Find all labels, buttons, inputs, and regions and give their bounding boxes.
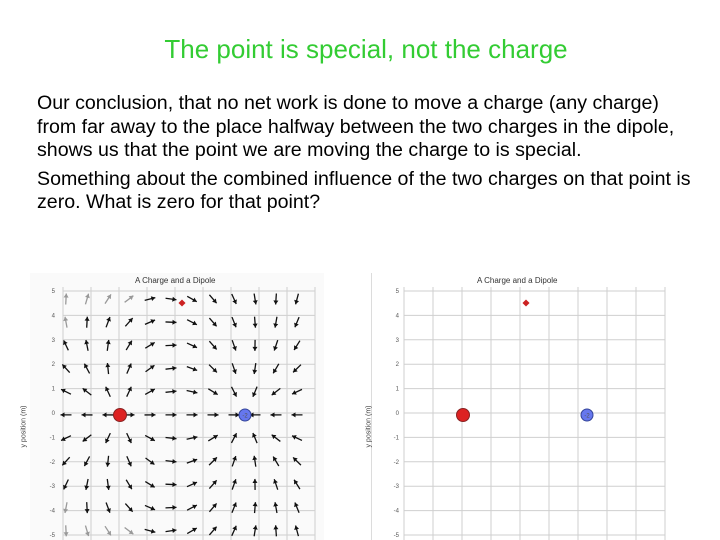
- y-tick-label: 1: [51, 386, 55, 393]
- y-tick-label: 1: [395, 386, 399, 393]
- y-tick-label: -1: [393, 435, 399, 442]
- y-tick-label: -5: [393, 533, 399, 539]
- y-tick-label: 0: [51, 411, 55, 417]
- field-arrow-head: [273, 300, 278, 304]
- y-tick-label: -2: [393, 459, 399, 466]
- field-plot-plain: [365, 273, 671, 540]
- field-arrow-head: [273, 525, 278, 529]
- paragraph-conclusion: Our conclusion, that no net work is done to move a charge (any charge) from far away to the place halfway between the two charges in the dipole, shows us that the point we are moving the charge to is special.: [37, 92, 675, 161]
- y-tick-label: -4: [49, 508, 55, 515]
- field-arrow-head: [172, 459, 176, 464]
- field-plot-with-arrows: [20, 273, 324, 540]
- y-tick-label: -3: [393, 484, 399, 491]
- field-arrow-head: [172, 389, 176, 394]
- field-arrow-head: [253, 323, 258, 327]
- y-tick-label: 4: [51, 313, 55, 320]
- figure-title: A Charge and a Dipole: [135, 276, 216, 285]
- y-tick-label: -3: [49, 484, 55, 491]
- field-arrow-head: [172, 505, 176, 510]
- field-arrow-head: [151, 296, 156, 301]
- positive-charge: [457, 409, 470, 422]
- plot-area: [372, 273, 671, 540]
- y-tick-label: -2: [49, 459, 55, 466]
- field-arrow-head: [252, 479, 257, 483]
- y-tick-label: 0: [395, 411, 399, 417]
- field-arrow-head: [151, 529, 156, 534]
- field-arrow-head: [294, 300, 299, 305]
- charge-label: -2: [584, 413, 590, 420]
- y-tick-label: 2: [51, 362, 55, 369]
- test-charge: [522, 299, 529, 306]
- field-arrow-head: [85, 317, 90, 321]
- field-arrow-head: [193, 390, 197, 395]
- field-arrow-head: [64, 294, 69, 298]
- y-tick-label: 4: [395, 313, 399, 320]
- positive-charge: [114, 409, 127, 422]
- slide-body: [37, 92, 697, 215]
- field-arrow-head: [172, 320, 176, 325]
- field-arrow-head: [172, 436, 176, 441]
- y-tick-label: 3: [51, 337, 55, 344]
- y-axis-label: y position (m): [365, 405, 373, 448]
- field-arrow-head: [172, 343, 176, 348]
- field-arrow-head: [106, 340, 111, 344]
- slide-title: The point is special, not the charge: [164, 34, 568, 64]
- y-axis-label: y position (m): [20, 405, 28, 448]
- y-tick-label: -1: [49, 435, 55, 442]
- field-arrow-head: [106, 486, 111, 490]
- y-tick-label: -5: [49, 533, 55, 539]
- y-tick-label: 5: [395, 289, 399, 295]
- figure-title: A Charge and a Dipole: [477, 276, 558, 285]
- plot-area: [30, 273, 324, 540]
- field-arrow-head: [253, 502, 258, 506]
- field-arrow-head: [294, 525, 299, 530]
- field-arrow-head: [105, 462, 110, 466]
- y-tick-label: -4: [393, 508, 399, 515]
- test-charge: [178, 299, 185, 306]
- charge-label: -2: [242, 413, 248, 420]
- field-arrow-head: [64, 532, 69, 536]
- field-arrow-head: [172, 366, 176, 371]
- y-tick-label: 3: [395, 337, 399, 344]
- paragraph-question: Something about the combined influence of the two charges on that point is zero. What is zero for that point?: [37, 167, 691, 213]
- y-tick-label: 2: [395, 362, 399, 369]
- field-arrow-head: [252, 347, 257, 351]
- y-tick-label: 5: [51, 289, 55, 295]
